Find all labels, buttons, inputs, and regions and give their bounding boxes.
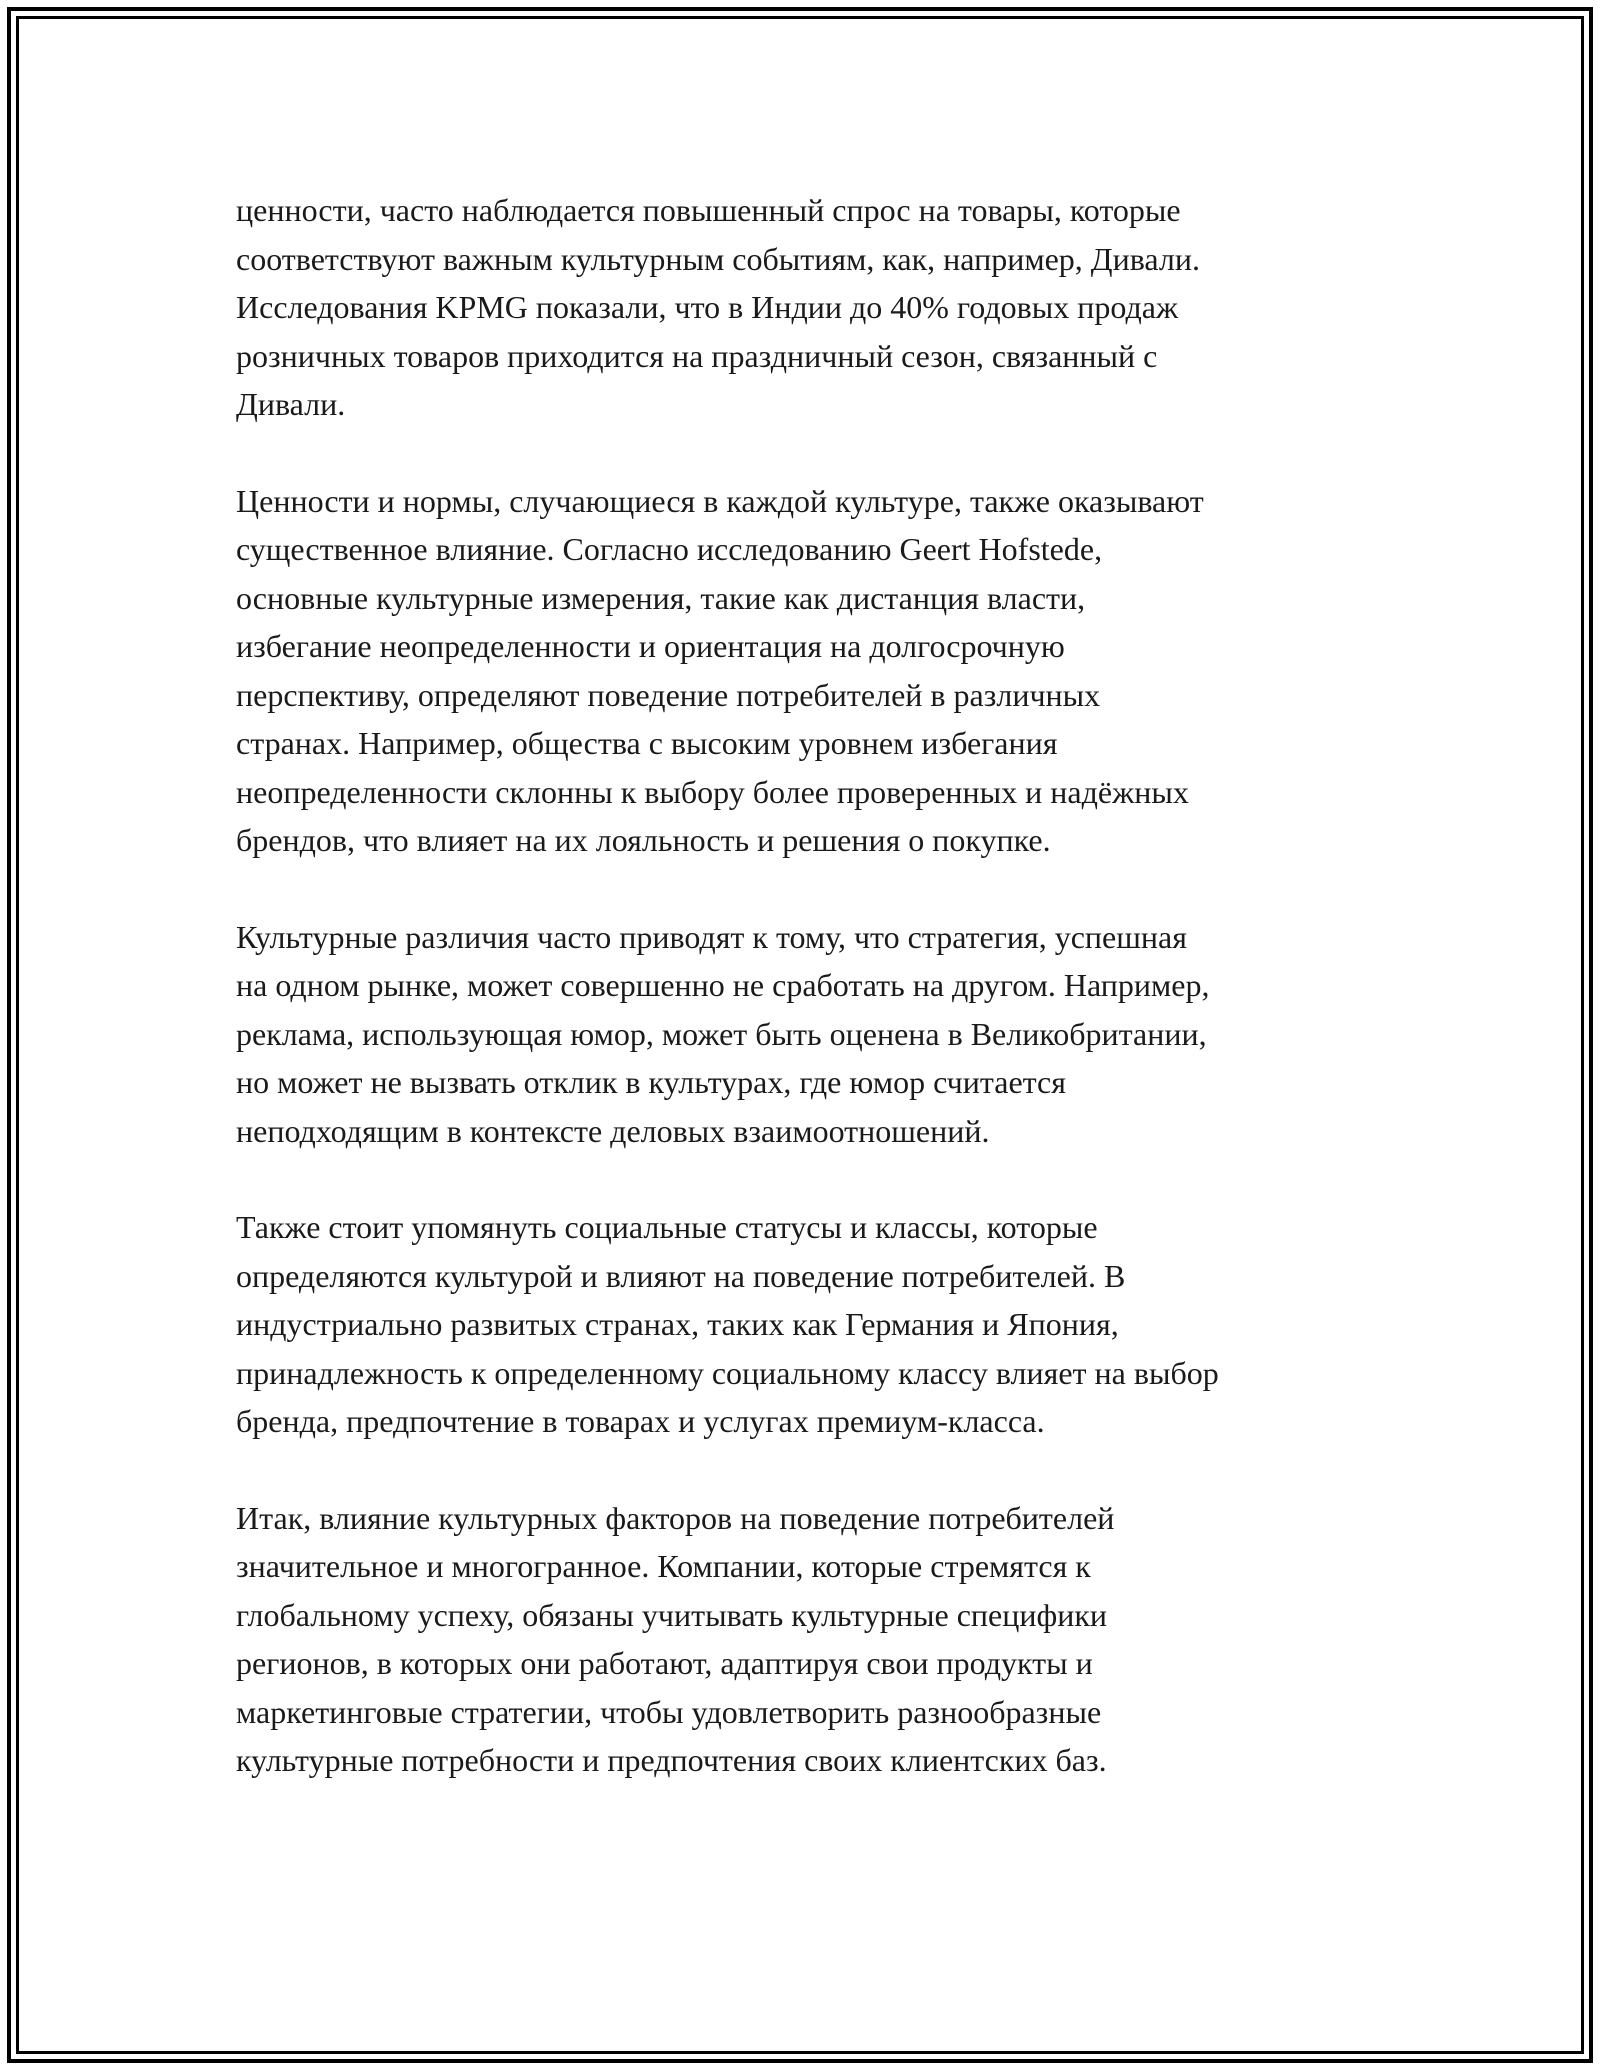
text-line: соответствуют важным культурным событиям, как, например, Дивали. — [236, 240, 1200, 277]
text-line: бренда, предпочтение в товарах и услугах премиум-класса. — [236, 1403, 1045, 1439]
text-line: индустриально развитых странах, таких как Германия и Япония, — [236, 1306, 1119, 1342]
text-line: ценности, часто наблюдается повышенный спрос на товары, которые — [236, 192, 1181, 228]
paragraph-1 — [236, 186, 1396, 429]
paragraph-5 — [236, 1494, 1396, 1785]
text-line: определяются культурой и влияют на поведение потребителей. В — [236, 1257, 1126, 1294]
text-line: регионов, в которых они работают, адаптируя свои продукты и — [236, 1645, 1093, 1681]
text-line: странах. Например, общества с высоким уровнем избегания — [236, 725, 1058, 761]
text-line: реклама, использующая юмор, может быть оценена в Великобритании, — [236, 1015, 1207, 1052]
text-line: неподходящим в контексте деловых взаимоотношений. — [236, 1112, 990, 1149]
text-line: Также стоит упомянуть социальные статусы и классы, которые — [236, 1209, 1098, 1245]
text-line: Исследования KPMG показали, что в Индии до 40% годовых продаж — [236, 289, 1179, 325]
text-line: но может не вызвать отклик в культурах, где юмор считается — [236, 1064, 1066, 1100]
text-line: основные культурные измерения, такие как дистанция власти, — [236, 579, 1086, 616]
text-line: существенное влияние. Согласно исследованию Geert Hofstede, — [236, 531, 1103, 567]
paragraph-4 — [236, 1203, 1396, 1446]
text-line: на одном рынке, может совершенно не сработать на другом. Например, — [236, 967, 1210, 1003]
paragraph-2 — [236, 477, 1396, 865]
text-line: Дивали. — [236, 386, 346, 422]
text-line: глобальному успеху, обязаны учитывать культурные специфики — [236, 1596, 1107, 1633]
text-line: принадлежность к определенному социальному классу влияет на выбор — [236, 1354, 1219, 1391]
document-body — [236, 186, 1396, 1785]
text-line: Итак, влияние культурных факторов на поведение потребителей — [236, 1499, 1115, 1536]
text-line: перспективу, определяют поведение потребителей в различных — [236, 676, 1101, 713]
text-line: Ценности и нормы, случающиеся в каждой культуре, также оказывают — [236, 482, 1204, 519]
text-line: маркетинговые стратегии, чтобы удовлетворить разнообразные — [236, 1693, 1102, 1730]
text-line: культурные потребности и предпочтения своих клиентских баз. — [236, 1742, 1107, 1778]
text-line: неопределенности склонны к выбору более проверенных и надёжных — [236, 773, 1189, 810]
text-line: розничных товаров приходится на праздничный сезон, связанный с — [236, 337, 1158, 374]
paragraph-3 — [236, 913, 1396, 1156]
text-line: брендов, что влияет на их лояльность и решения о покупке. — [236, 822, 1051, 858]
text-line: значительное и многогранное. Компании, которые стремятся к — [236, 1548, 1091, 1584]
text-line: избегание неопределенности и ориентация на долгосрочную — [236, 628, 1065, 664]
text-line: Культурные различия часто приводят к тому, что стратегия, успешная — [236, 918, 1187, 955]
